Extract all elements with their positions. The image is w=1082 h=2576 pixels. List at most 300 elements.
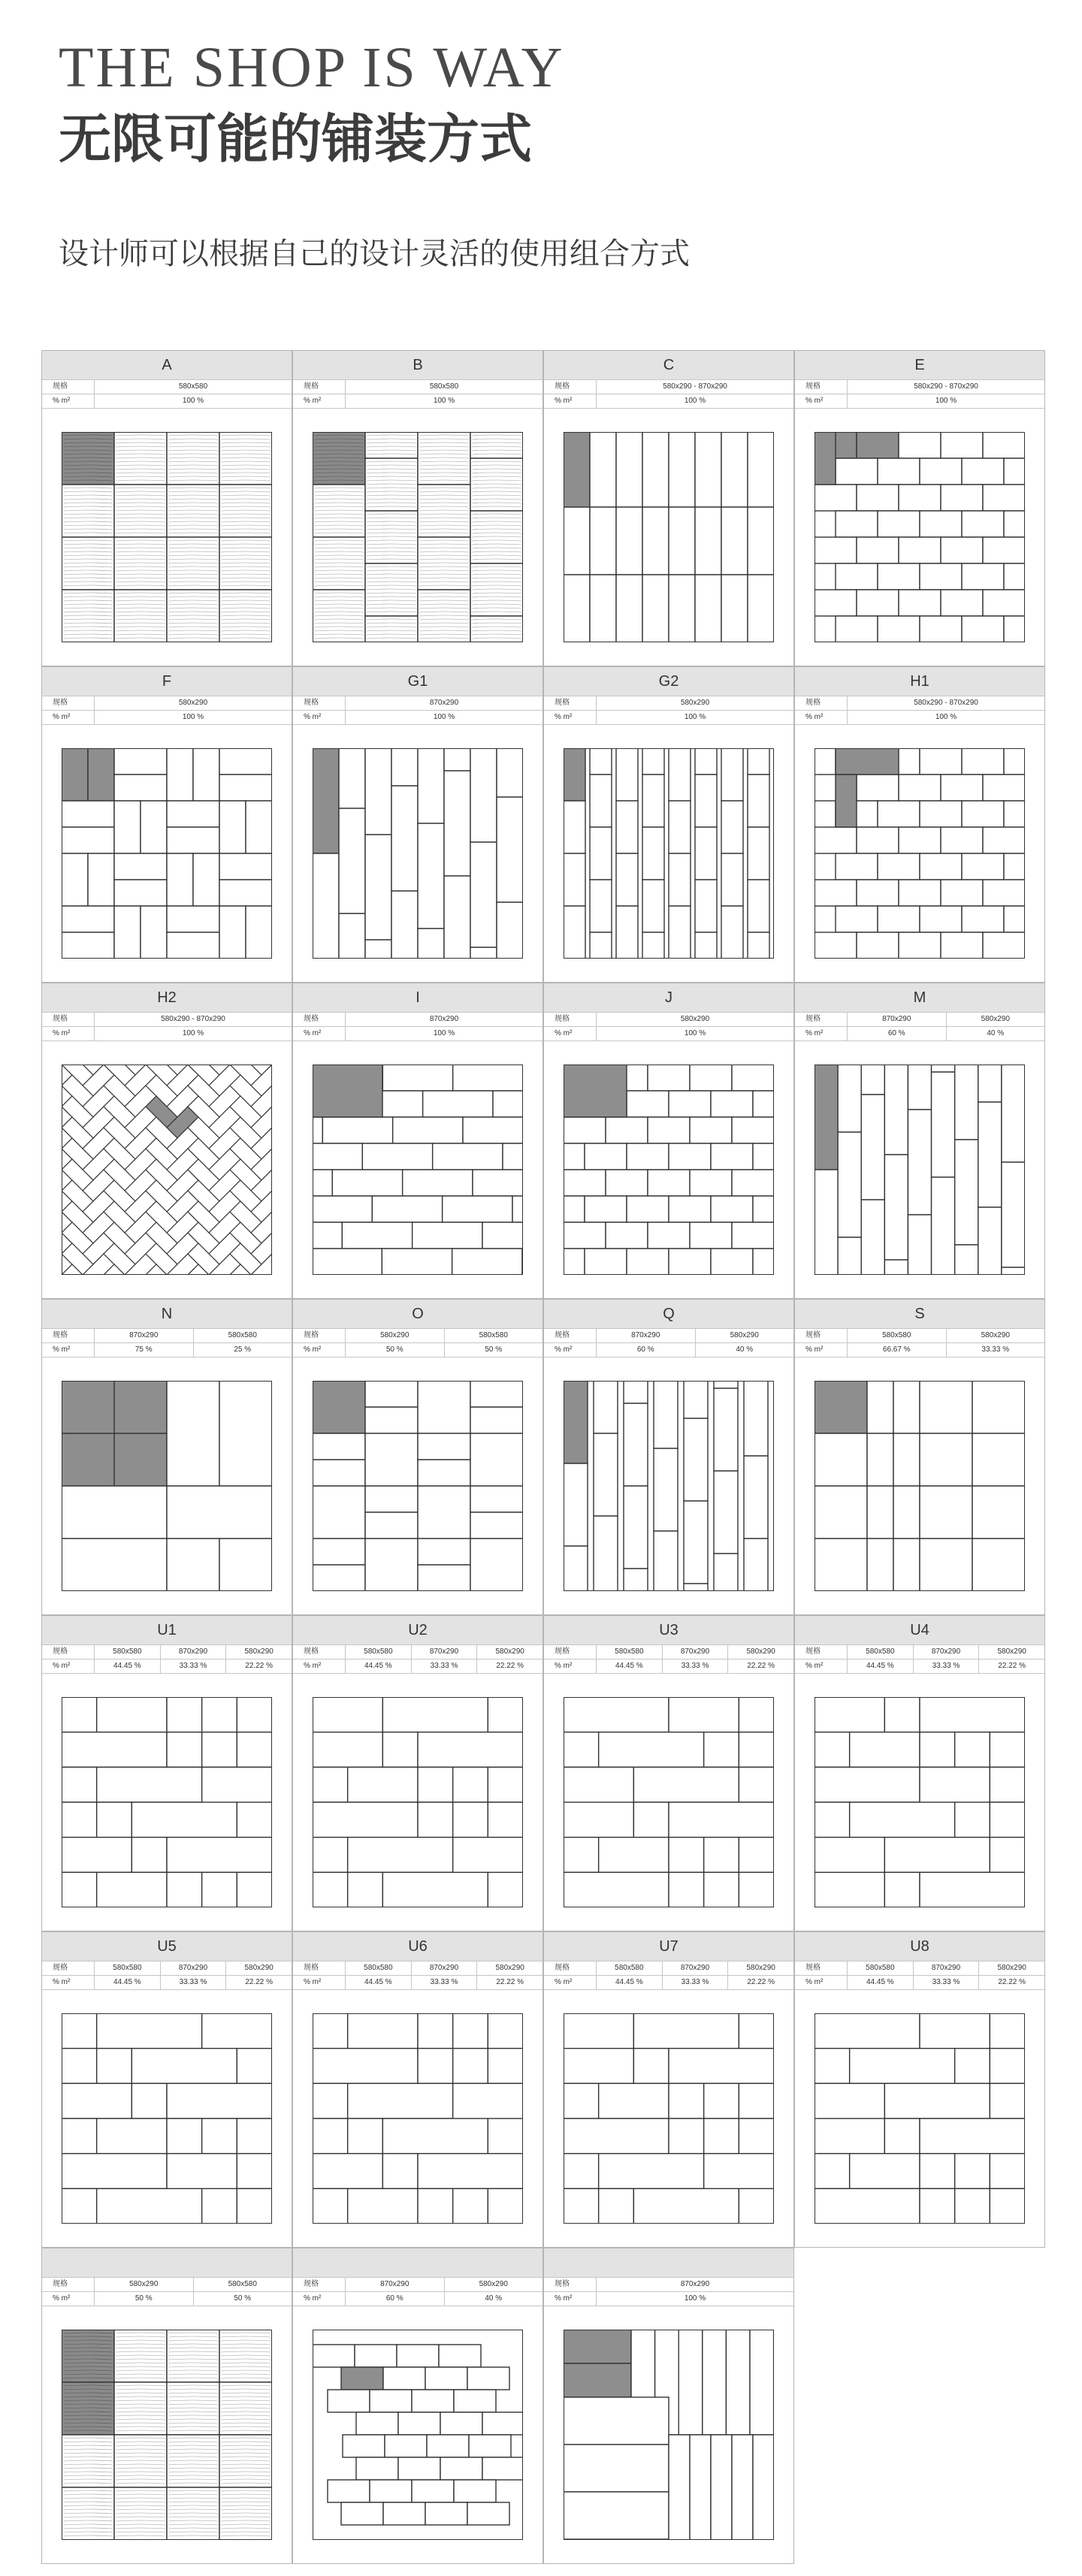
ratio-value: 22.22 %	[998, 1978, 1026, 1986]
pattern-name: U7	[544, 1932, 793, 1961]
spec-label: 规格	[293, 2278, 346, 2291]
pattern-drawing	[42, 1040, 292, 1298]
pattern-name: A	[42, 351, 292, 379]
ratio-label: % m²	[795, 1343, 848, 1357]
ratio-value: 100 %	[935, 713, 957, 721]
spec-label: 规格	[795, 1013, 848, 1026]
ratio-value: 44.45 %	[346, 1976, 412, 1989]
pattern-card	[41, 1299, 292, 1615]
ratio-row	[795, 394, 1044, 408]
ratio-value: 22.22 %	[747, 1662, 775, 1670]
tile-pattern-svg	[815, 2013, 1025, 2224]
tile-pattern-svg	[815, 432, 1025, 642]
ratio-value: 100 %	[684, 2294, 706, 2303]
ratio-label: % m²	[795, 1027, 848, 1040]
spec-value: 580x580	[848, 1645, 914, 1659]
ratio-value: 75 %	[95, 1343, 194, 1357]
spec-value: 580x290 - 870x290	[914, 699, 978, 707]
pattern-drawing	[293, 1989, 543, 2247]
pattern-card	[794, 983, 1045, 1299]
spec-label: 规格	[42, 1961, 95, 1975]
pattern-card	[292, 1615, 543, 1931]
tile-pattern-svg	[815, 1065, 1025, 1275]
ratio-value: 100 %	[684, 1029, 706, 1037]
pattern-card	[543, 1299, 794, 1615]
ratio-value: 22.22 %	[496, 1978, 524, 1986]
pattern-drawing	[544, 1357, 793, 1614]
pattern-card	[292, 666, 543, 983]
spec-value: 580x290	[479, 2280, 508, 2288]
ratio-value: 40 %	[987, 1029, 1005, 1037]
ratio-label: % m²	[795, 1659, 848, 1673]
spec-value: 580x290	[95, 2278, 194, 2291]
pattern-name: S	[795, 1300, 1044, 1328]
spec-row	[293, 1328, 543, 1342]
pattern-drawing	[544, 2306, 793, 2563]
spec-value: 580x580	[228, 1331, 257, 1339]
ratio-value: 100 %	[182, 1029, 204, 1037]
spec-value: 580x580	[429, 382, 459, 391]
ratio-row	[795, 1975, 1044, 1989]
ratio-row	[42, 1659, 292, 1673]
spec-row	[795, 379, 1044, 394]
ratio-label: % m²	[293, 1659, 346, 1673]
spec-row	[544, 1644, 793, 1659]
spec-label: 规格	[544, 1329, 597, 1342]
ratio-label: % m²	[544, 1027, 597, 1040]
ratio-label: % m²	[544, 2292, 597, 2306]
ratio-row	[544, 1659, 793, 1673]
ratio-value: 100 %	[182, 713, 204, 721]
spec-row	[42, 379, 292, 394]
pattern-drawing	[293, 1040, 543, 1298]
ratio-row	[42, 1026, 292, 1040]
ratio-value: 100 %	[684, 713, 706, 721]
spec-row	[293, 696, 543, 710]
ratio-row	[795, 1659, 1044, 1673]
spec-value: 580x580	[597, 1645, 663, 1659]
pattern-card	[41, 983, 292, 1299]
ratio-value: 22.22 %	[998, 1662, 1026, 1670]
ratio-value: 40 %	[485, 2294, 503, 2303]
ratio-row	[544, 1342, 793, 1357]
ratio-value: 33.33 %	[914, 1976, 980, 1989]
ratio-row	[544, 1975, 793, 1989]
ratio-row	[544, 710, 793, 724]
ratio-value: 100 %	[935, 397, 957, 405]
tile-pattern-svg	[313, 2330, 523, 2540]
ratio-row	[42, 1342, 292, 1357]
pattern-card	[292, 350, 543, 666]
ratio-value: 22.22 %	[747, 1978, 775, 1986]
pattern-name: U6	[293, 1932, 543, 1961]
ratio-label: % m²	[544, 1343, 597, 1357]
ratio-value: 33.33 %	[412, 1659, 478, 1673]
spec-value: 580x580	[597, 1961, 663, 1975]
pattern-name: C	[544, 351, 793, 379]
ratio-value: 50 %	[346, 1343, 445, 1357]
ratio-row	[42, 2291, 292, 2306]
tile-pattern-svg	[313, 432, 523, 642]
ratio-row	[544, 2291, 793, 2306]
spec-label: 规格	[293, 1013, 346, 1026]
tile-pattern-svg	[62, 2330, 272, 2540]
pattern-name: G1	[293, 667, 543, 696]
pattern-row	[41, 1931, 1045, 2248]
spec-row	[544, 1012, 793, 1026]
pattern-card	[543, 1931, 794, 2248]
spec-row	[544, 379, 793, 394]
spec-value: 580x580	[848, 1329, 947, 1342]
ratio-label: % m²	[42, 394, 95, 408]
ratio-value: 25 %	[234, 1345, 252, 1354]
spec-label: 规格	[544, 1645, 597, 1659]
pattern-name: Q	[544, 1300, 793, 1328]
ratio-label: % m²	[42, 2292, 95, 2306]
spec-value: 580x580	[228, 2280, 257, 2288]
ratio-label: % m²	[293, 1343, 346, 1357]
ratio-value: 44.45 %	[848, 1976, 914, 1989]
tile-pattern-svg	[564, 432, 774, 642]
spec-row	[42, 1328, 292, 1342]
spec-value: 580x580	[848, 1961, 914, 1975]
pattern-drawing	[544, 1040, 793, 1298]
spec-value: 580x290 - 870x290	[663, 382, 727, 391]
ratio-value: 100 %	[433, 1029, 455, 1037]
spec-value: 580x290	[997, 1964, 1026, 1972]
pattern-row	[41, 666, 1045, 983]
pattern-card	[794, 666, 1045, 983]
ratio-label: % m²	[42, 711, 95, 724]
pattern-card	[794, 1299, 1045, 1615]
pattern-drawing	[293, 1673, 543, 1931]
pattern-drawing	[293, 1357, 543, 1614]
spec-label: 规格	[544, 1013, 597, 1026]
ratio-row	[795, 1026, 1044, 1040]
spec-label: 规格	[42, 1013, 95, 1026]
tile-pattern-svg	[313, 1697, 523, 1907]
tile-pattern-svg	[62, 432, 272, 642]
spec-value: 870x290	[680, 2280, 710, 2288]
ratio-label: % m²	[42, 1659, 95, 1673]
ratio-value: 100 %	[182, 397, 204, 405]
pattern-drawing	[42, 2306, 292, 2563]
ratio-label: % m²	[42, 1976, 95, 1989]
ratio-row	[42, 710, 292, 724]
pattern-drawing	[42, 724, 292, 982]
pattern-card	[41, 1931, 292, 2248]
ratio-label: % m²	[544, 711, 597, 724]
spec-row	[795, 1961, 1044, 1975]
pattern-card	[543, 666, 794, 983]
ratio-row	[42, 1975, 292, 1989]
spec-value: 870x290	[161, 1961, 227, 1975]
pattern-drawing	[544, 1989, 793, 2247]
pattern-name: B	[293, 351, 543, 379]
spec-row	[544, 2277, 793, 2291]
spec-value: 580x290	[680, 1015, 710, 1023]
pattern-name: I	[293, 983, 543, 1012]
spec-label: 规格	[544, 1961, 597, 1975]
pattern-card	[292, 1299, 543, 1615]
spec-value: 580x580	[479, 1331, 508, 1339]
spec-value: 580x290	[680, 699, 710, 707]
spec-label: 规格	[293, 696, 346, 710]
pattern-drawing	[795, 724, 1044, 982]
spec-value: 580x290	[730, 1331, 759, 1339]
pattern-card	[292, 983, 543, 1299]
ratio-label: % m²	[42, 1343, 95, 1357]
pattern-name: F	[42, 667, 292, 696]
ratio-value: 60 %	[597, 1343, 696, 1357]
pattern-name: U4	[795, 1616, 1044, 1644]
spec-value: 870x290	[663, 1645, 729, 1659]
tile-pattern-svg	[313, 1065, 523, 1275]
spec-row	[42, 1961, 292, 1975]
ratio-label: % m²	[795, 1976, 848, 1989]
pattern-card	[543, 983, 794, 1299]
pattern-name	[544, 2248, 793, 2277]
ratio-value: 33.33 %	[663, 1659, 729, 1673]
tile-pattern-svg	[815, 1697, 1025, 1907]
pattern-name: E	[795, 351, 1044, 379]
pattern-name: U1	[42, 1616, 292, 1644]
spec-row	[795, 1328, 1044, 1342]
spec-row	[544, 1961, 793, 1975]
empty-cell	[794, 2248, 1045, 2564]
spec-value: 580x580	[346, 1961, 412, 1975]
ratio-value: 44.45 %	[95, 1659, 161, 1673]
pattern-name: O	[293, 1300, 543, 1328]
spec-label: 规格	[293, 1961, 346, 1975]
pattern-card	[543, 1615, 794, 1931]
spec-label: 规格	[293, 1329, 346, 1342]
ratio-row	[293, 1659, 543, 1673]
pattern-drawing	[42, 408, 292, 666]
spec-row	[293, 2277, 543, 2291]
spec-row	[795, 696, 1044, 710]
pattern-name: G2	[544, 667, 793, 696]
pattern-card	[794, 1931, 1045, 2248]
spec-row	[795, 1012, 1044, 1026]
spec-label: 规格	[795, 380, 848, 394]
ratio-value: 44.45 %	[597, 1976, 663, 1989]
pattern-card	[543, 2248, 794, 2564]
spec-value: 580x290 - 870x290	[914, 382, 978, 391]
ratio-row	[293, 1026, 543, 1040]
pattern-drawing	[795, 1040, 1044, 1298]
pattern-name: J	[544, 983, 793, 1012]
ratio-row	[544, 394, 793, 408]
tile-pattern-svg	[62, 1381, 272, 1591]
spec-label: 规格	[293, 380, 346, 394]
spec-value: 580x290	[244, 1647, 274, 1656]
ratio-label: % m²	[544, 394, 597, 408]
spec-value: 870x290	[346, 2278, 445, 2291]
ratio-row	[293, 1975, 543, 1989]
spec-label: 规格	[42, 1645, 95, 1659]
spec-value: 580x290	[346, 1329, 445, 1342]
pattern-name: U2	[293, 1616, 543, 1644]
ratio-label: % m²	[293, 1976, 346, 1989]
pattern-drawing	[42, 1673, 292, 1931]
spec-value: 580x290	[495, 1964, 524, 1972]
ratio-value: 100 %	[684, 397, 706, 405]
pattern-grid	[41, 350, 1045, 2564]
spec-row	[293, 379, 543, 394]
spec-label: 规格	[795, 696, 848, 710]
spec-value: 870x290	[597, 1329, 696, 1342]
pattern-card	[543, 350, 794, 666]
spec-row	[544, 1328, 793, 1342]
ratio-label: % m²	[42, 1027, 95, 1040]
pattern-row	[41, 983, 1045, 1299]
spec-value: 580x290	[746, 1964, 775, 1972]
tile-pattern-svg	[815, 748, 1025, 959]
spec-row	[795, 1644, 1044, 1659]
tile-pattern-svg	[313, 1381, 523, 1591]
pattern-drawing	[293, 2306, 543, 2563]
pattern-drawing	[544, 408, 793, 666]
pattern-card	[41, 2248, 292, 2564]
pattern-name	[42, 2248, 292, 2277]
spec-value: 580x290	[981, 1331, 1010, 1339]
spec-value: 870x290	[663, 1961, 729, 1975]
ratio-value: 44.45 %	[848, 1659, 914, 1673]
spec-label: 规格	[293, 1645, 346, 1659]
ratio-value: 100 %	[433, 713, 455, 721]
ratio-value: 60 %	[346, 2292, 445, 2306]
ratio-row	[293, 2291, 543, 2306]
pattern-drawing	[795, 1673, 1044, 1931]
spec-label: 规格	[544, 380, 597, 394]
ratio-value: 22.22 %	[245, 1978, 274, 1986]
spec-value: 870x290	[848, 1013, 947, 1026]
pattern-row	[41, 350, 1045, 666]
spec-value: 870x290	[914, 1961, 980, 1975]
spec-label: 规格	[795, 1961, 848, 1975]
ratio-value: 33.33 %	[412, 1976, 478, 1989]
spec-label: 规格	[795, 1329, 848, 1342]
ratio-value: 50 %	[95, 2292, 194, 2306]
pattern-row	[41, 1299, 1045, 1615]
pattern-drawing	[42, 1989, 292, 2247]
spec-label: 规格	[42, 1329, 95, 1342]
pattern-card	[41, 350, 292, 666]
pattern-drawing	[795, 1989, 1044, 2247]
pattern-card	[41, 666, 292, 983]
spec-label: 规格	[544, 2278, 597, 2291]
spec-row	[293, 1012, 543, 1026]
ratio-row	[293, 1342, 543, 1357]
ratio-label: % m²	[293, 394, 346, 408]
spec-label: 规格	[544, 696, 597, 710]
pattern-card	[292, 2248, 543, 2564]
spec-row	[42, 1012, 292, 1026]
ratio-value: 100 %	[433, 397, 455, 405]
pattern-drawing	[795, 1357, 1044, 1614]
ratio-value: 22.22 %	[245, 1662, 274, 1670]
ratio-label: % m²	[293, 711, 346, 724]
tile-pattern-svg	[564, 1381, 774, 1591]
tile-pattern-svg	[564, 2330, 774, 2540]
ratio-value: 44.45 %	[346, 1659, 412, 1673]
spec-value: 580x290	[746, 1647, 775, 1656]
spec-value: 580x290 - 870x290	[161, 1015, 225, 1023]
spec-value: 580x290	[997, 1647, 1026, 1656]
spec-value: 580x580	[95, 1961, 161, 1975]
ratio-row	[795, 1342, 1044, 1357]
pattern-name	[293, 2248, 543, 2277]
ratio-value: 50 %	[234, 2294, 252, 2303]
pattern-name: H2	[42, 983, 292, 1012]
ratio-label: % m²	[293, 2292, 346, 2306]
tile-pattern-svg	[313, 2013, 523, 2224]
spec-value: 580x290	[981, 1015, 1010, 1023]
spec-value: 870x290	[914, 1645, 980, 1659]
ratio-label: % m²	[544, 1976, 597, 1989]
ratio-value: 33.33 %	[981, 1345, 1010, 1354]
pattern-card	[794, 1615, 1045, 1931]
ratio-row	[795, 710, 1044, 724]
tile-pattern-svg	[564, 748, 774, 959]
pattern-drawing	[795, 408, 1044, 666]
ratio-value: 60 %	[848, 1027, 947, 1040]
pattern-name: U3	[544, 1616, 793, 1644]
tile-pattern-svg	[564, 1697, 774, 1907]
tile-pattern-svg	[62, 2013, 272, 2224]
ratio-label: % m²	[795, 711, 848, 724]
spec-row	[42, 2277, 292, 2291]
tile-pattern-svg	[815, 1381, 1025, 1591]
spec-row	[293, 1961, 543, 1975]
pattern-name: N	[42, 1300, 292, 1328]
spec-row	[42, 696, 292, 710]
pattern-card	[292, 1931, 543, 2248]
ratio-row	[42, 394, 292, 408]
ratio-value: 44.45 %	[95, 1976, 161, 1989]
ratio-value: 33.33 %	[161, 1659, 227, 1673]
tile-pattern-svg	[62, 1065, 272, 1275]
ratio-value: 33.33 %	[663, 1976, 729, 1989]
ratio-value: 50 %	[485, 1345, 503, 1354]
ratio-value: 33.33 %	[914, 1659, 980, 1673]
ratio-value: 22.22 %	[496, 1662, 524, 1670]
spec-row	[42, 1644, 292, 1659]
spec-value: 580x290	[495, 1647, 524, 1656]
pattern-drawing	[42, 1357, 292, 1614]
pattern-drawing	[544, 724, 793, 982]
tile-pattern-svg	[62, 1697, 272, 1907]
ratio-row	[293, 394, 543, 408]
ratio-label: % m²	[293, 1027, 346, 1040]
ratio-value: 33.33 %	[161, 1976, 227, 1989]
ratio-row	[544, 1026, 793, 1040]
ratio-label: % m²	[544, 1659, 597, 1673]
pattern-row	[41, 2248, 1045, 2564]
tile-pattern-svg	[564, 2013, 774, 2224]
spec-label: 规格	[42, 2278, 95, 2291]
spec-value: 870x290	[429, 1015, 459, 1023]
ratio-label: % m²	[795, 394, 848, 408]
page-title: THE SHOP IS WAY	[59, 36, 565, 99]
spec-label: 规格	[42, 380, 95, 394]
ratio-value: 44.45 %	[597, 1659, 663, 1673]
pattern-row	[41, 1615, 1045, 1931]
ratio-row	[293, 710, 543, 724]
page-subtitle: 无限可能的铺装方式	[59, 108, 532, 170]
pattern-name: U8	[795, 1932, 1044, 1961]
